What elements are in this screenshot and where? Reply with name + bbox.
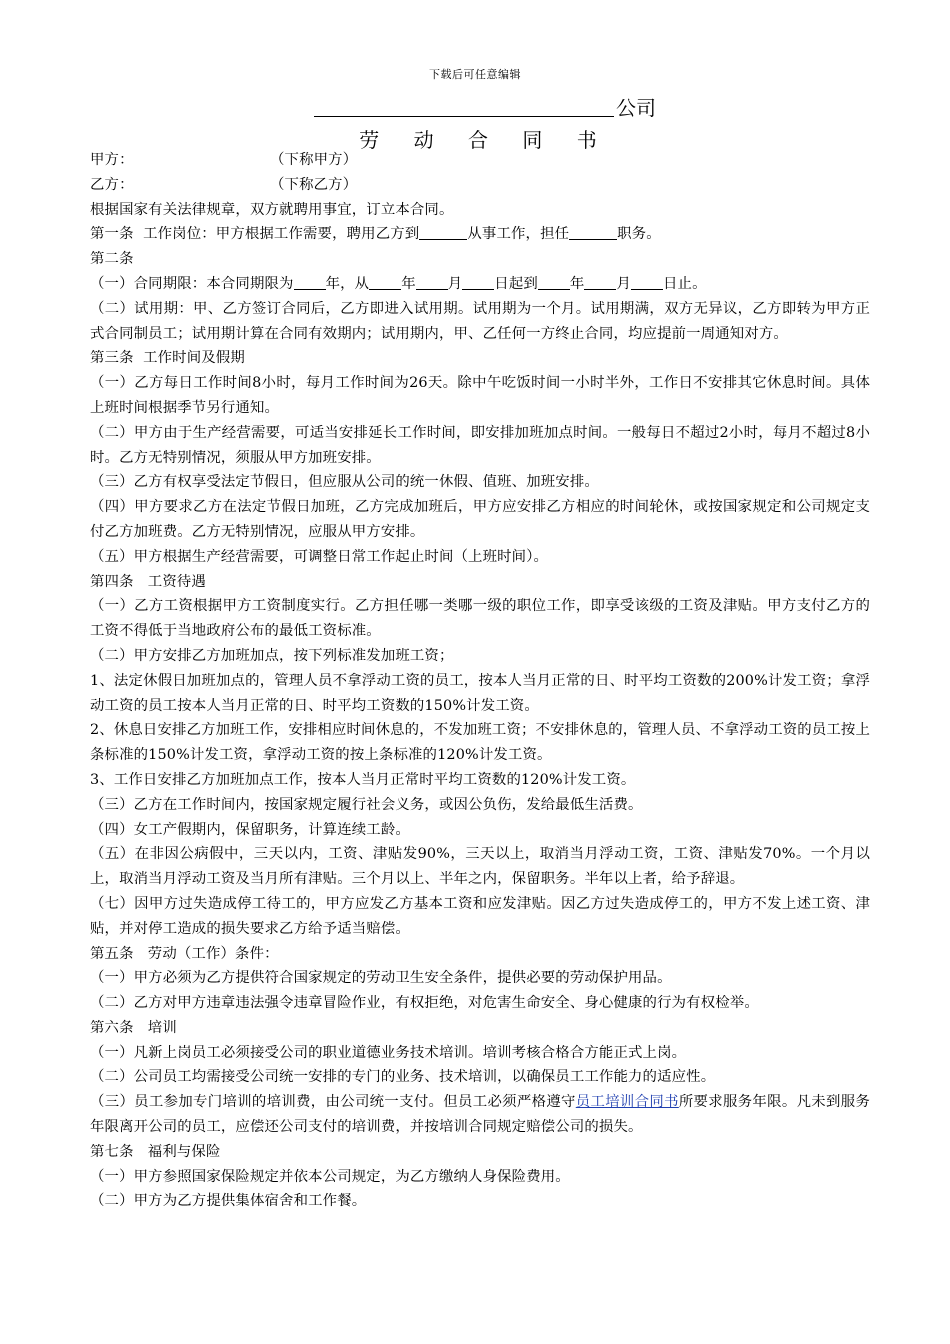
- article-6-item: （一）凡新上岗员工必须接受公司的职业道德业务技术培训。培训考核合格合方能正式上岗。: [90, 1044, 687, 1061]
- term-text-1: （一）合同期限：本合同期限为: [90, 275, 294, 292]
- article-3-heading: 第三条 工作时间及假期: [90, 350, 245, 367]
- term-text-6: 年: [569, 275, 585, 292]
- party-a-label: 甲方：: [90, 152, 134, 168]
- article-7-item: （一）甲方参照国家保险规定并依本公司规定，为乙方缴纳人身保险费用。: [90, 1168, 570, 1185]
- party-a-alias: （下称甲方）: [270, 152, 358, 168]
- document-title: 劳 动 合 同 书: [359, 128, 611, 152]
- term-text-8: 日止。: [663, 275, 707, 292]
- term-years-blank[interactable]: [294, 272, 326, 290]
- article-6-item: （二）公司员工均需接受公司统一安排的专门的业务、技术培训，以确保员工工作能力的适应性。: [90, 1069, 716, 1086]
- article-1-text-c: 职务。: [617, 226, 661, 243]
- company-suffix: 公司: [616, 96, 656, 120]
- party-b-alias: （下称乙方）: [270, 176, 358, 193]
- article-4-item: （三）乙方在工作时间内，按国家规定履行社会义务，或因公负伤，发给最低生活费。: [90, 796, 643, 813]
- term-text-2: 年，从: [325, 275, 370, 292]
- job-title-blank[interactable]: [569, 222, 617, 240]
- article-4-item: （七）因甲方过失造成停工待工的，甲方应发乙方基本工资和应发津贴。因乙方过失造成停工的，甲方不发上述工资、津贴，并对停工造成的损失要求乙方给予适当赔偿。: [90, 895, 870, 937]
- article-4-item: （一）乙方工资根据甲方工资制度实行。乙方担任哪一类哪一级的职位工作，即享受该级的工资及津贴。甲方支付乙方的工资不得低于当地政府公布的最低工资标准。: [90, 598, 870, 640]
- article-2-heading: 第二条: [90, 251, 134, 268]
- company-name-blank[interactable]: [314, 96, 614, 117]
- end-day-blank[interactable]: [631, 272, 663, 290]
- article-1-text-b: 从事工作，担任: [467, 226, 570, 243]
- article-1-text-a: 第一条 工作岗位：甲方根据工作需要，聘用乙方到: [90, 226, 420, 243]
- contract-body: [90, 148, 870, 1214]
- end-month-blank[interactable]: [584, 272, 616, 290]
- start-day-blank[interactable]: [462, 272, 494, 290]
- article-7-item: （二）甲方为乙方提供集体宿舍和工作餐。: [90, 1193, 367, 1210]
- probation-clause: （二）试用期：甲、乙方签订合同后，乙方即进入试用期。试用期为一个月。试用期满，双方无异议，乙方即转为甲方正式合同制员工；试用期计算在合同有效期内；试用期内，甲、乙任何一方终止合同，均应提前一周通知对方。: [90, 300, 870, 342]
- article-3-item: （二）甲方由于生产经营需要，可适当安排延长工作时间，即安排加班加点时间。一般每日不超过2小时，每月不超过8小时。乙方无特别情况，须服从甲方加班安排。: [90, 424, 870, 466]
- article-5-item: （二）乙方对甲方违章违法强令违章冒险作业，有权拒绝，对危害生命安全、身心健康的行为有权检举。: [90, 995, 759, 1012]
- contract-term: [90, 272, 870, 297]
- end-year-blank[interactable]: [538, 272, 570, 290]
- article-6-item: [90, 1090, 870, 1140]
- article-4-item: （五）在非因公病假中，三天以内，工资、津贴发90%，三天以上，取消当月浮动工资，工资、津贴发70%。一个月以上，取消当月浮动工资及当月所有津贴。三个月以上、半年之内，保留职务。半年以上者，给予辞退。: [90, 846, 870, 888]
- term-text-7: 月: [616, 275, 632, 292]
- training-contract-link[interactable]: 员工培训合同书: [575, 1094, 679, 1111]
- article-1: [90, 222, 870, 247]
- work-department-blank[interactable]: [419, 222, 467, 240]
- term-text-4: 月: [447, 275, 463, 292]
- article-3-item: （四）甲方要求乙方在法定节假日加班，乙方完成加班后，甲方应安排乙方相应的时间轮休，或按国家规定和公司规定支付乙方加班费。乙方无特别情况，应服从甲方安排。: [90, 499, 870, 540]
- article-4-item: （四）女工产假期内，保留职务，计算连续工龄。: [90, 821, 410, 838]
- article-4-item: 1、法定休假日加班加点的，管理人员不拿浮动工资的员工，按本人当月正常的日、时平均工资数的200%计发工资；拿浮动工资的员工按本人当月正常的日、时平均工资数的150%计发工资。: [90, 672, 870, 714]
- header-note: 下载后可任意编辑: [429, 68, 521, 81]
- start-month-blank[interactable]: [416, 272, 448, 290]
- article-6-item-3-text-b: 所要求服务年限。凡未到服务年限离开公司的员工，应偿还公司支付的培训费，并按培训合同规定赔偿公司的损失。: [90, 1094, 870, 1136]
- article-4-heading: 第四条 工资待遇: [90, 573, 206, 590]
- term-text-5: 日起到: [494, 275, 538, 292]
- article-3-item: （五）甲方根据生产经营需要，可调整日常工作起止时间（上班时间）。: [90, 548, 549, 565]
- article-3-item: （一）乙方每日工作时间8小时，每月工作时间为26天。除中午吃饭时间一小时半外，工作日不安排其它休息时间。具体上班时间根据季节另行通知。: [90, 375, 870, 416]
- article-6-item-3-text-a: （三）员工参加专门培训的培训费，由公司统一支付。但员工必须严格遵守: [90, 1094, 576, 1111]
- term-text-3: 年: [401, 275, 416, 292]
- party-a-line: [90, 148, 870, 173]
- article-6-heading: 第六条 培训: [90, 1019, 177, 1036]
- intro-paragraph: 根据国家有关法律规章，双方就聘用事宜，订立本合同。: [90, 201, 454, 218]
- article-4-item: 2、休息日安排乙方加班工作，安排相应时间休息的，不发加班工资；不安排休息的，管理人员、不拿浮动工资的员工按上条标准的150%计发工资，拿浮动工资的按上条标准的120%计发工资。: [90, 722, 870, 764]
- article-7-heading: 第七条 福利与保险: [90, 1143, 221, 1160]
- article-3-item: （三）乙方有权享受法定节假日，但应服从公司的统一休假、值班、加班安排。: [90, 474, 599, 491]
- company-name-line: [0, 92, 950, 121]
- party-b-label: 乙方：: [90, 176, 134, 193]
- start-year-blank[interactable]: [369, 272, 401, 290]
- article-4-item: （二）甲方安排乙方加班加点，按下列标准发加班工资；: [90, 647, 454, 664]
- article-4-item: 3、工作日安排乙方加班加点工作，按本人当月正常时平均工资数的120%计发工资。: [90, 771, 636, 788]
- party-b-line: [90, 173, 870, 198]
- article-5-item: （一）甲方必须为乙方提供符合国家规定的劳动卫生安全条件，提供必要的劳动保护用品。: [90, 970, 672, 987]
- article-5-heading: 第五条 劳动（工作）条件：: [90, 945, 279, 962]
